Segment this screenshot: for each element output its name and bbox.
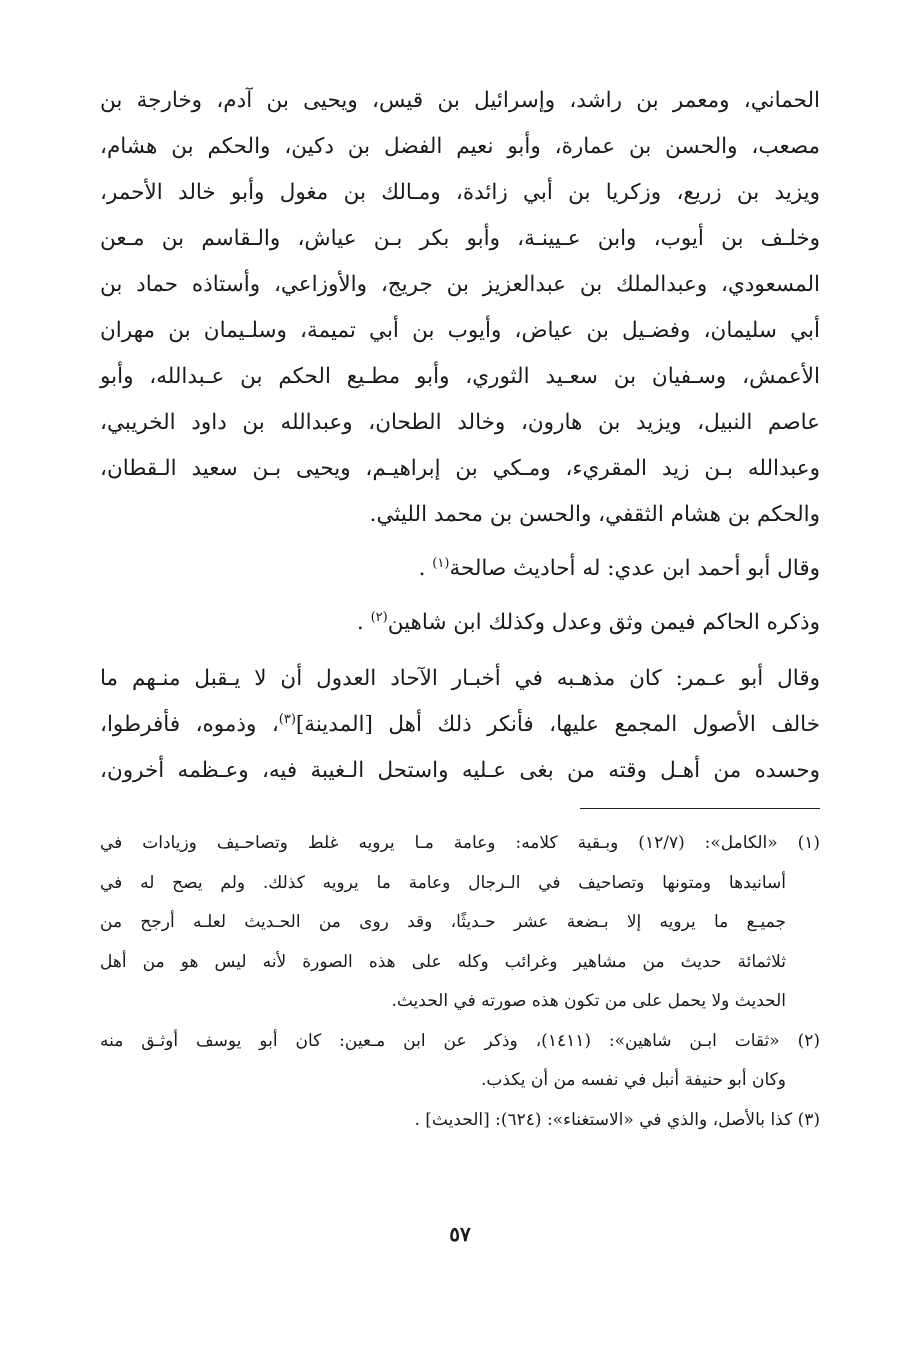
footnote-1-line: (١) «الكامل»: (١٢/٧) وبـقية كلامه: وعامة مـا يرويه غلط وتصاحـيف وزيادات في xyxy=(100,833,820,853)
footnote-ref-1[interactable]: (١) xyxy=(432,555,450,571)
text-line: الأعمش، وسـفيان بن سعـيد الثوري، وأبو مطـيع الحكم بن عـبدالله، وأبو xyxy=(100,364,820,389)
text-line: ويزيد بن زريع، وزكريا بن أبي زائدة، ومـالك بن مغول وأبو خالد الأحمر، xyxy=(100,180,820,205)
text-line: وقال أبو عـمر: كان مذهـبه في أخبـار الآحاد العدول أن لا يـقبل منـهم ما xyxy=(100,666,820,691)
text-segment: خالف الأصول المجمع عليها، فأنكر ذلك أهل [المدينة] xyxy=(295,712,820,737)
text-line: وعبدالله بـن زيد المقريء، ومـكي بن إبراهيـم، ويحيى بـن سعيد الـقطان، xyxy=(100,456,820,481)
footnote-2-line: (٢) «ثقات ابـن شاهين»: (١٤١١)، وذكر عن ابن مـعين: كان أبو يوسف أوثـق منه xyxy=(100,1030,820,1051)
page-number: ٥٧ xyxy=(449,1222,471,1246)
footnote-ref-2[interactable]: (٢) xyxy=(370,609,388,625)
text-line: وحسده من أهـل وقته من بغى عـليه واستحل الـغيبة فيه، وعـظمه أخرون، xyxy=(100,758,820,783)
text-segment: ، وذموه، فأفرطوا، xyxy=(100,712,279,737)
text-line: أبي سليمان، وفضـيل بن عياض، وأيوب بن أبي تميمة، وسلـيمان بن مهران xyxy=(100,318,820,343)
text-line-with-ref xyxy=(100,702,820,748)
hakim-text: وذكره الحاكم فيمن وثق وعدل وكذلك ابن شاهين xyxy=(387,610,820,635)
line-end: . xyxy=(356,610,371,635)
text-line: وخلـف بن أيوب، وابن عـيينـة، وأبو بكر بـن عياش، والـقاسم بن مـعن xyxy=(100,226,820,251)
ibn-adi-text: وقال أبو أحمد ابن عدي: له أحاديث صالحة xyxy=(449,556,820,581)
footnote-3-line: (٣) كذا بالأصل، والذي في «الاستغناء»: (٦٢٤): [الحديث] . xyxy=(414,1109,820,1130)
text-line: الحماني، ومعمر بن راشد، وإسرائيل بن قيس، ويحيى بن آدم، وخارجة بن xyxy=(100,88,820,113)
main-text-block xyxy=(100,78,820,794)
text-line: عاصم النبيل، ويزيد بن هارون، وخالد الطحان، وعبدالله بن داود الخريبي، xyxy=(100,410,820,435)
footnote-1-line: ثلاثمائة حديث من مشاهير وغرائب وكله على هذه الصورة لأنه ليس هو من أهل xyxy=(100,951,786,972)
footnote-ref-3[interactable]: (٣) xyxy=(278,711,296,727)
footnotes-block xyxy=(100,824,820,1140)
text-line: المسعودي، وعبدالملك بن عبدالعزيز بن جريج، والأوزاعي، وأستاذه حماد بن xyxy=(100,272,820,297)
footnote-1-line: الحديث ولا يحمل على من تكون هذه صورته في الحديث. xyxy=(391,991,786,1011)
ibn-adi-line xyxy=(100,546,820,592)
footnote-separator xyxy=(580,808,820,809)
footnote-1-line: أسانيدها ومتونها وتصاحيف في الـرجال وعامة ما يرويه كذلك. ولم يصح له في xyxy=(100,872,786,893)
line-end: . xyxy=(418,556,433,581)
hakim-line xyxy=(100,600,820,646)
text-line: والحكم بن هشام الثقفي، والحسن بن محمد الليثي. xyxy=(369,502,820,527)
text-line: مصعب، والحسن بن عمارة، وأبو نعيم الفضل بن دكين، والحكم بن هشام، xyxy=(100,134,820,159)
footnote-1-line: جميـع ما يرويه إلا بـضعة عشر حـديثًا، وقد روى من الحـديث لعلـه أرجح من xyxy=(100,912,786,932)
footnote-2-line: وكان أبو حنيفة أنبل في نفسه من أن يكذب. xyxy=(481,1070,786,1090)
